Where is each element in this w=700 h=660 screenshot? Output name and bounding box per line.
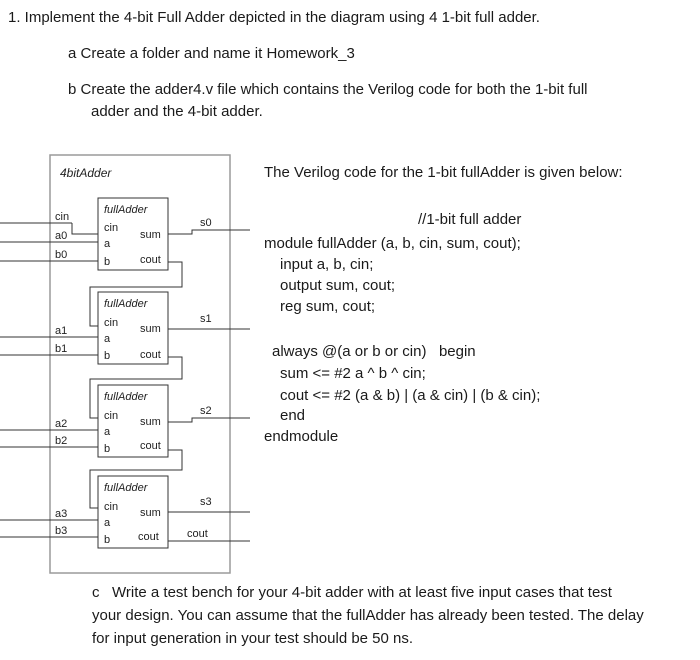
full-adder-0: [98, 198, 168, 270]
output-s0: s0: [200, 217, 212, 229]
step-b-line1: b Create the adder4.v file which contains the Verilog code for both the 1-bit full: [68, 81, 588, 98]
input-a0: a0: [55, 230, 68, 242]
port-cout: cout: [140, 440, 161, 452]
port-b: b: [104, 443, 111, 455]
port-a: a: [104, 517, 111, 529]
port-a: a: [104, 333, 111, 345]
input-a2: a2: [55, 418, 68, 430]
code-sum: sum <= #2 a ^ b ^ cin;: [280, 365, 426, 382]
input-cin: cin: [55, 211, 70, 223]
adder-title: fullAdder: [104, 482, 148, 494]
port-sum: sum: [140, 416, 161, 428]
adder-title: fullAdder: [104, 204, 148, 216]
output-s2: s2: [200, 405, 212, 417]
code-end: end: [280, 407, 306, 424]
step-c-line3: for input generation in your test should be 50 ns.: [92, 630, 414, 647]
code-output: output sum, cout;: [280, 277, 396, 294]
adder-title: fullAdder: [104, 391, 148, 403]
step-a: a Create a folder and name it Homework_3: [68, 45, 355, 62]
code-input: input a, b, cin;: [280, 256, 374, 273]
port-cin: cin: [104, 410, 119, 422]
full-adder-3: [98, 476, 168, 548]
outer-module-title: 4bitAdder: [60, 166, 112, 180]
output-s1: s1: [200, 313, 212, 325]
code-module: module fullAdder (a, b, cin, sum, cout);: [264, 235, 521, 252]
input-b0: b0: [55, 249, 68, 261]
port-b: b: [104, 256, 111, 268]
port-b: b: [104, 350, 111, 362]
port-b: b: [104, 534, 111, 546]
port-sum: sum: [140, 229, 161, 241]
code-reg: reg sum, cout;: [280, 298, 376, 315]
code-cout: cout <= #2 (a & b) | (a & cin) | (b & cin);: [280, 387, 541, 404]
question-title: 1. Implement the 4-bit Full Adder depicted in the diagram using 4 1-bit full adder.: [8, 9, 540, 26]
input-a1: a1: [55, 325, 68, 337]
output-s3: s3: [200, 496, 212, 508]
code-intro: The Verilog code for the 1-bit fullAdder is given below:: [264, 164, 623, 181]
input-b1: b1: [55, 343, 68, 355]
full-adder-1: [98, 292, 168, 364]
port-cout: cout: [138, 531, 159, 543]
code-endmodule: endmodule: [264, 428, 339, 445]
adder-title: fullAdder: [104, 298, 148, 310]
full-adder-2: [98, 385, 168, 457]
port-cin: cin: [104, 317, 119, 329]
adder-diagram: [0, 150, 250, 580]
port-cin: cin: [104, 501, 119, 513]
step-b-line2: adder and the 4-bit adder.: [91, 103, 263, 120]
input-b3: b3: [55, 525, 68, 537]
port-cin: cin: [104, 222, 119, 234]
port-cout: cout: [140, 349, 161, 361]
input-b2: b2: [55, 435, 68, 447]
code-always: always @(a or b or cin) begin: [272, 343, 476, 360]
output-cout: cout: [187, 528, 208, 540]
code-comment: //1-bit full adder: [418, 211, 522, 228]
input-a3: a3: [55, 508, 68, 520]
step-c-line1: c Write a test bench for your 4-bit adder with at least five input cases that test: [92, 584, 612, 601]
port-sum: sum: [140, 507, 161, 519]
port-a: a: [104, 238, 111, 250]
port-a: a: [104, 426, 111, 438]
port-sum: sum: [140, 323, 161, 335]
port-cout: cout: [140, 254, 161, 266]
step-c-line2: your design. You can assume that the fullAdder has already been tested. The delay: [92, 607, 644, 624]
